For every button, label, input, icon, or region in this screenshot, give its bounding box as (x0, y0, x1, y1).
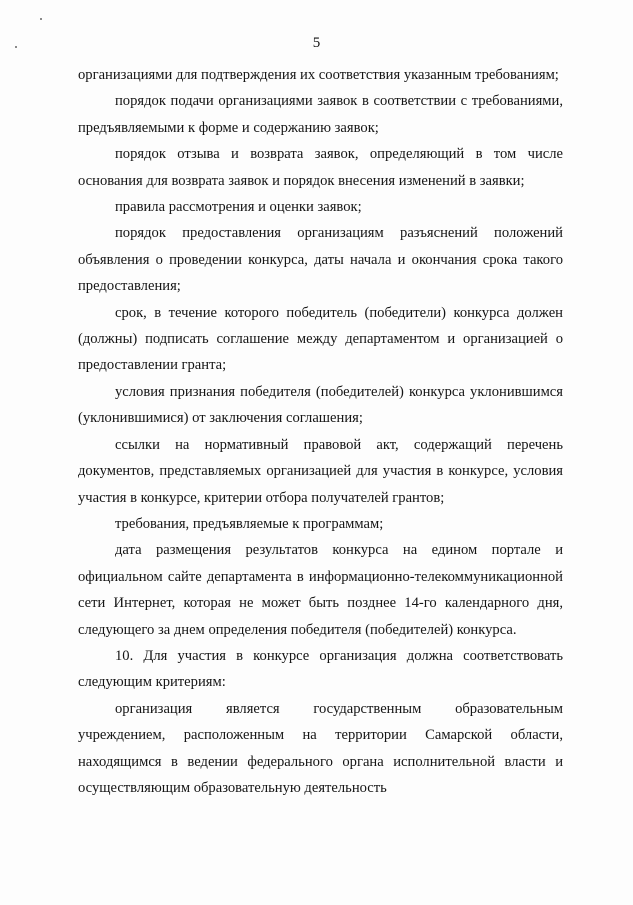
document-body (78, 62, 563, 801)
paragraph-clarification-order: порядок предоставления организациям разъяснений положений объявления о проведении конкурса, даты начала и окончания срока такого предоставления; (78, 225, 563, 295)
page-number: 5 (312, 35, 321, 51)
paragraph-program-requirements: требования, предъявляемые к программам; (115, 515, 384, 532)
paragraph-review-rules: правила рассмотрения и оценки заявок; (115, 199, 362, 216)
scan-speck (15, 46, 17, 48)
paragraph-withdrawal-order: порядок отзыва и возврата заявок, определяющий в том числе основания для возврата заявок и порядок внесения изменений в заявки; (78, 146, 563, 189)
paragraph-signing-deadline: срок, в течение которого победитель (победители) конкурса должен (должны) подписать соглашение между департаментом и организацией о предоставлении гранта; (78, 304, 563, 374)
paragraph-legal-act-reference: ссылки на нормативный правовой акт, содержащий перечень документов, представляемых организацией для участия в конкурсе, условия участия в конкурсе, критерии отбора получателей грантов; (78, 436, 563, 506)
paragraph-continuation: организациями для подтверждения их соответствия указанным требованиям; (78, 67, 559, 83)
paragraph-criteria-first: организация является государственным образовательным учреждением, расположенным на территории Самарской области, находящимся в ведении федерального органа исполнительной власти и осуществляющим образовательную деятельность (78, 700, 563, 796)
paragraph-item-10: 10. Для участия в конкурсе организация должна соответствовать следующим критериям: (78, 647, 563, 691)
paragraph-evasion-conditions: условия признания победителя (победителей) конкурса уклонившимся (уклонившимися) от заключения соглашения; (78, 383, 563, 427)
paragraph-results-publication: дата размещения результатов конкурса на едином портале и официальном сайте департамента в информационно-телекоммуникационной сети Интернет, которая не может быть позднее 14-го календарного дня, следующего за днем определения победителя (победителей) конкурса. (78, 542, 563, 638)
paragraph-submission-order: порядок подачи организациями заявок в соответствии с требованиями, предъявляемыми к форме и содержанию заявок; (78, 93, 563, 136)
scan-speck (40, 18, 42, 20)
